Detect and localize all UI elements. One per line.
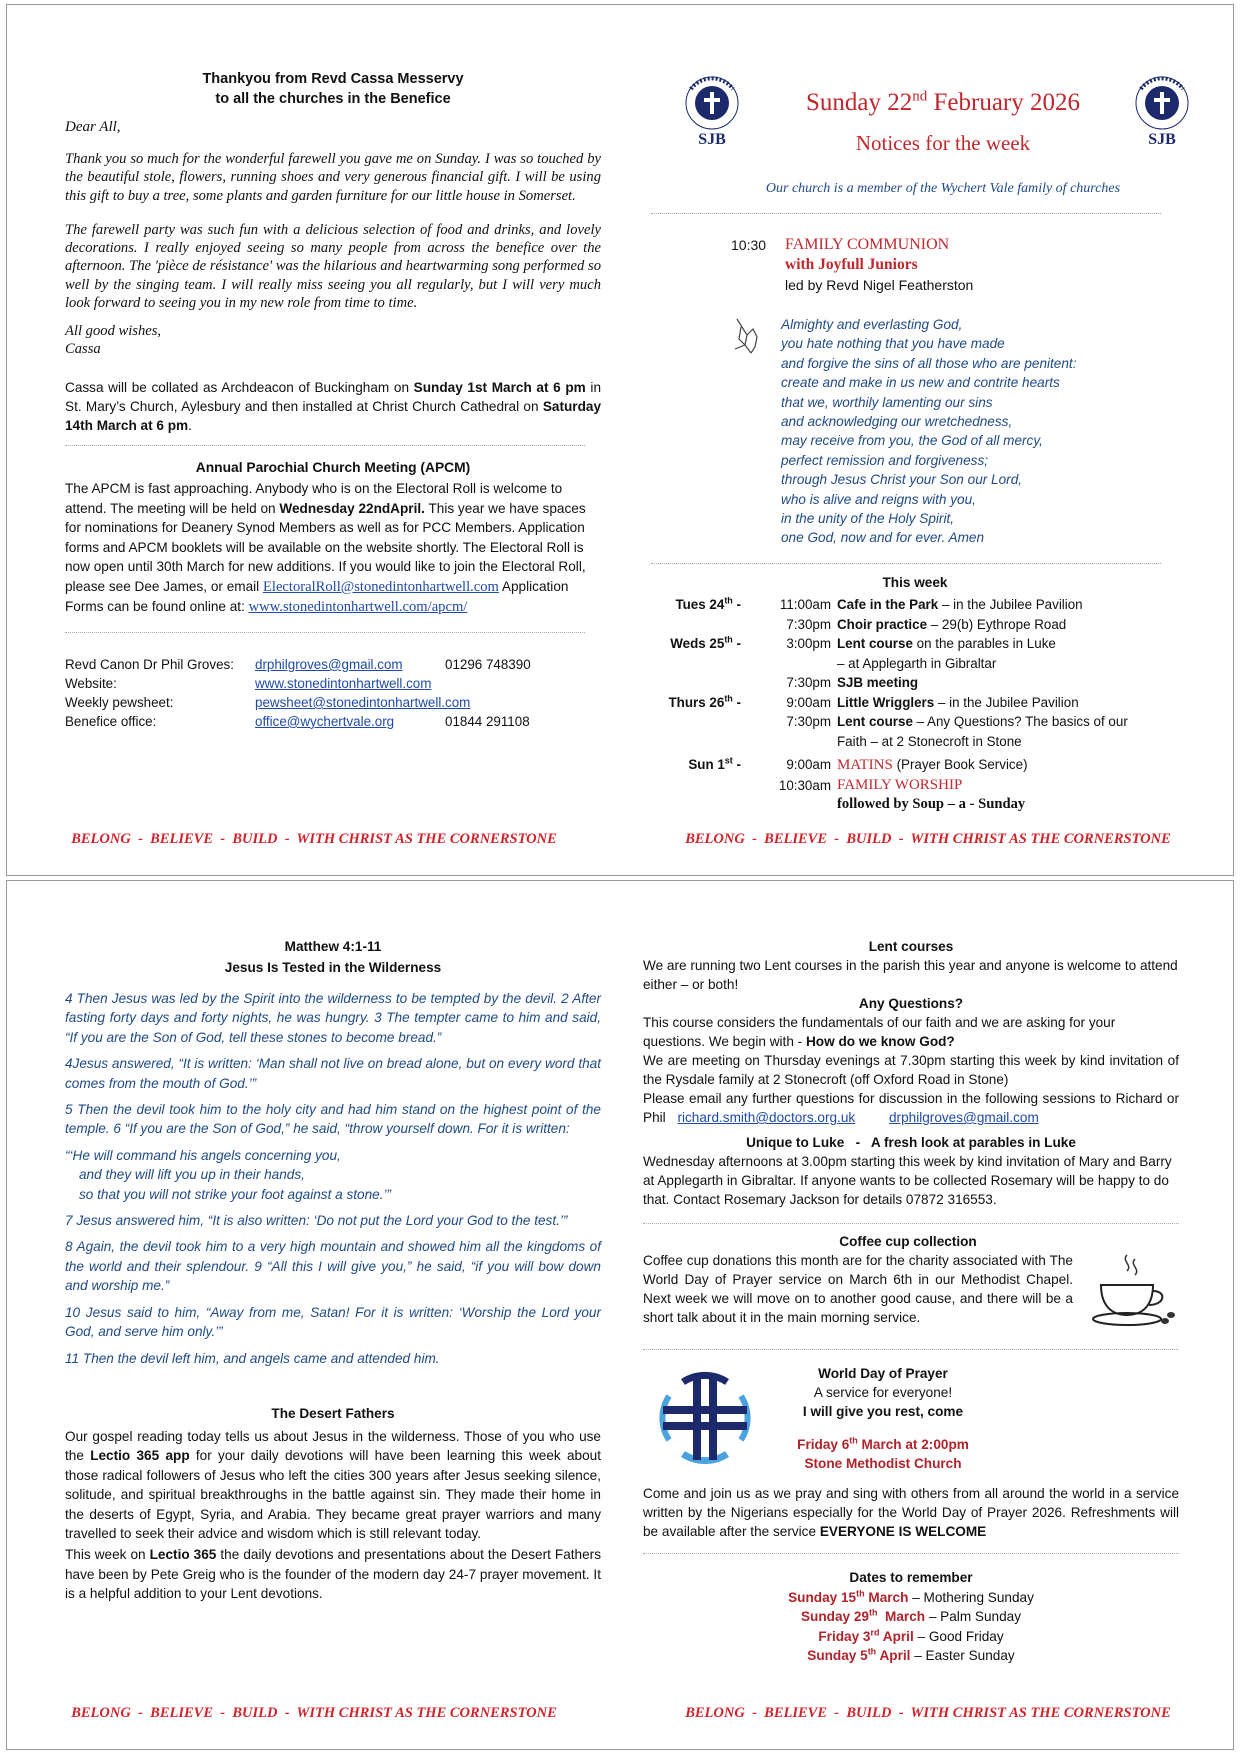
coffee-cup-icon <box>1087 1251 1177 1331</box>
collect-prayer: Almighty and everlasting God, you hate nothing that you have made and forgive the sins of all those who are penitent: create and make in us new and contrite hearts that we, worthily lamenting our sins and acknowledging our wretchedness, may receive from you, the God of all mercy, perfect remission and forgiveness; through Jesus Christ your Son our Lord, who is alive and reigns with you, in the unity of the Holy Spirit, one God, now and for ever. Amen <box>781 317 1077 546</box>
unique-to-luke-title: Unique to Luke - A fresh look at parables in Luke <box>746 1135 1076 1150</box>
thankyou-para1: Thank you so much for the wonderful farewell you gave me on Sunday. I was so touched by the beautiful stole, flowers, running shoes and very generous financial gift. I will be using this gift to buy a tree, some plants and garden furniture for our little house in Somerset. <box>65 151 601 204</box>
footer-motto: BELONG - BELIEVE - BUILD - WITH CHRIST AS THE CORNERSTONE <box>685 831 1171 847</box>
contact-pewsheet-link[interactable]: pewsheet@stonedintonhartwell.com <box>255 694 471 710</box>
divider <box>651 213 1161 214</box>
apcm-url-link[interactable]: www.stonedintonhartwell.com/apcm/ <box>248 599 468 616</box>
contact-label: Benefice office: <box>65 713 157 729</box>
coffee-text: Coffee cup donations this month are for the charity associated with The World Day of Prayer service on March 6th in our Methodist Chapel. Next week we will move on to another good cause, and there will be a short talk about it in the main morning service. <box>643 1253 1073 1325</box>
lent-intro: We are running two Lent courses in the parish this year and anyone is welcome to attend either – or both! <box>643 958 1178 992</box>
lent-title: Lent courses <box>868 939 954 954</box>
any-questions-title: Any Questions? <box>858 996 964 1011</box>
sheet-back <box>6 880 1234 1750</box>
any-questions-email: Please email any further questions for discussion in the following sessions to Richard or Phil richard.smith@doctors.org.uk drphilgroves@gmail.com <box>643 1091 1179 1125</box>
contacts-table <box>65 655 601 731</box>
wdp-text: World Day of Prayer A service for everyone! I will give you rest, come Friday 6th March at 2:00pm Stone Methodist Church <box>797 1366 969 1471</box>
desert-fathers-para1: Our gospel reading today tells us about Jesus in the wilderness. Those of you who use the Lectio 365 app for your daily devotions will have been learning this week about those radical followers of Jesus who left the cities 300 years after Jesus seeking silence, solitude, and spiritual breakthroughs in the battle against sin. They made their home in the deserts of Egypt, Syria, and Arabia. They became great prayer warriors and many travelled to seek their advice and wisdom which is still relevant today. <box>65 1428 601 1541</box>
date-item: Sunday 5th April – Easter Sunday <box>807 1646 1015 1663</box>
contact-label: Revd Canon Dr Phil Groves: <box>65 656 234 672</box>
electoral-roll-email-link[interactable]: ElectoralRoll@stonedintonhartwell.com <box>262 578 499 595</box>
divider <box>65 445 585 446</box>
footer-motto: BELONG - BELIEVE - BUILD - WITH CHRIST AS THE CORNERSTONE <box>685 1705 1171 1721</box>
sheet-front <box>6 4 1234 876</box>
any-questions-text: This course considers the fundamentals of our faith and we are asking for your questions. We begin with - How do we know God? <box>643 1015 1116 1049</box>
contact-label: Weekly pewsheet: <box>65 694 174 710</box>
divider <box>651 563 1161 564</box>
coffee-block <box>643 1251 1179 1331</box>
any-questions-meeting: We are meeting on Thursday evenings at 7.30pm starting this week by kind invitation of the Rysdale family at 2 Stonecroft (off Oxford Road in Stone) <box>643 1053 1179 1087</box>
contact-website-link[interactable]: www.stonedintonhartwell.com <box>255 675 432 691</box>
praying-hands-icon <box>731 315 765 355</box>
contact-label: Website: <box>65 675 117 691</box>
member-line: Our church is a member of the Wychert Vale family of churches <box>765 181 1121 196</box>
contact-office-link[interactable]: office@wychertvale.org <box>255 713 395 729</box>
date-item: Friday 3rd April – Good Friday <box>818 1626 1004 1644</box>
thankyou-signoff: All good wishes, Cassa <box>65 323 162 358</box>
wdp-invite: Come and join us as we pray and sing with others from all around the world in a service written by the Nigerians especially for the World Day of Prayer 2026. Refreshments will be available after the service EVERYONE IS WELCOME <box>643 1486 1179 1539</box>
panel-thankyou <box>65 69 601 731</box>
dates-to-remember: Dates to remember Sunday 15th March – Mothering Sunday Sunday 29th March – Palm Sunday Friday 3rd April – Good Friday Sunday 5th April – Easter Sunday <box>643 1568 1179 1666</box>
thankyou-para2: The farewell party was such fun with a delicious selection of food and drinks, and lovely decorations. I really enjoyed seeing so many people from across the benefice over the afternoon. The 'pièce de résistance' was the hilarious and heartwarming song performed so well by the singing team. I will really miss seeing you all regularly, but I will very much look forward to seeing you in my new role from time to time. <box>65 221 601 312</box>
panel-gospel <box>65 939 601 1604</box>
richard-email-link[interactable]: richard.smith@doctors.org.uk <box>677 1110 856 1125</box>
phil-email-link[interactable]: drphilgroves@gmail.com <box>888 1110 1039 1125</box>
this-week-schedule: Tues 24th - 11:00am Cafe in the Park – in the Jubilee Pavilion 7:30pm Choir practice – 29(b) Eythrope Road Weds 25th - 3:00pm Lent course on the parables in Luke – at Applegarth in Gibraltar 7:30pm SJB meeting Thurs 26th - 9:00am Little Wrigglers – in the Jubilee Pavilion 7:30pm Lent course – Any Questions? The basics of our Faith – at 2 Stonecroft in Stone Sun 1st - 9:00am MATINS (Prayer Book Service) 10:30am FAMILY WORSHIP followed by Soup – a - Sunday <box>668 595 1128 812</box>
divider <box>643 1349 1179 1350</box>
desert-fathers-para2: This week on Lectio 365 the daily devotions and presentations about the Desert Fathers have been by Pete Greig who is the founder of the modern day 24-7 prayer movement. It is a helpful addition to your Lent devotions. <box>65 1547 601 1602</box>
collation-text: Cassa will be collated as Archdeacon of Buckingham on Sunday 1st March at 6 pm in St. Mary’s Church, Aylesbury and then installed at Christ Church Cathedral on Saturday 14th March at 6 pm. <box>65 380 601 434</box>
thankyou-title: Thankyou from Revd Cassa Messervy to all the churches in the Benefice <box>202 71 464 107</box>
unique-to-luke-text: Wednesday afternoons at 3.00pm starting this week by kind invitation of Mary and Barry at Applegarth in Gibraltar. If anyone wants to be collected Rosemary will be happy to do that. Contact Rosemary Jackson for details 07872 316553. <box>643 1154 1172 1207</box>
date-item: Sunday 29th March – Palm Sunday <box>800 1607 1022 1624</box>
footer-motto: BELONG - BELIEVE - BUILD - WITH CHRIST AS THE CORNERSTONE <box>71 831 557 847</box>
divider <box>65 632 585 633</box>
thankyou-salutation: Dear All, <box>65 119 121 135</box>
notices-date: Sunday 22nd February 2026 <box>806 88 1080 116</box>
gospel-text: 4 Then Jesus was led by the Spirit into the wilderness to be tempted by the devil. 2 After fasting forty days and forty nights, he was hungry. 3 The tempter came to him and said, “If you are the Son of God, tell these stones to become bread.” 4Jesus answered, “It is written: ‘Man shall not live on bread alone, but on every word that comes from the mouth of God.’” 5 Then the devil took him to the holy city and had him stand on the highest point of the temple. 6 “If you are the Son of God,” he said, “throw yourself down. For it is written: “‘He will command his angels concerning you, and they will lift you up in their hands, so that you will not strike your foot against a stone.’” 7 Jesus answered him, “It is also written: ‘Do not put the Lord your God to the test.’” 8 Again, the devil took him to a very high mountain and showed him all the kingdoms of the world and their splendour. 9 “All this I will give you,” he said, “if you will bow down and worship me.” 10 Jesus said to him, “Away from me, Satan! For it is written: ‘Worship the Lord your God, and serve him only.’” 11 Then the devil left him, and angels came and attended him. <box>65 991 601 1366</box>
footer-motto: BELONG - BELIEVE - BUILD - WITH CHRIST AS THE CORNERSTONE <box>71 1705 557 1721</box>
divider <box>643 1553 1179 1554</box>
this-week-title: This week <box>882 575 948 590</box>
service-block: FAMILY COMMUNION with Joyfull Juniors led by Revd Nigel Featherston <box>785 236 974 293</box>
logo-letters: SJB <box>698 131 726 148</box>
contact-phone: 01296 748390 <box>445 656 531 672</box>
contact-phone <box>445 674 601 693</box>
apcm-text: The APCM is fast approaching. Anybody who is on the Electoral Roll is welcome to attend. The meeting will be held on Wednesday 22ndApril. This year we have spaces for nominations for Deanery Synod Members as well as for PCC Members. Application forms and APCM booklets will be available on the website shortly. The Electoral Roll is now open until 30th March for new additions. If you would like to join the Electoral Roll, please see Dee James, or email ElectoralRoll@stonedintonhartwell.com Application Forms can be found online at: www.stonedintonhartwell.com/apcm/ <box>65 481 586 616</box>
divider <box>643 1223 1179 1224</box>
date-item: Sunday 15th March – Mothering Sunday <box>788 1587 1034 1605</box>
desert-fathers-title: The Desert Fathers <box>271 1405 395 1421</box>
coffee-title: Coffee cup collection <box>839 1234 977 1249</box>
contact-email-link[interactable]: drphilgroves@gmail.com <box>255 656 403 672</box>
contact-phone: 01844 291108 <box>445 713 530 729</box>
gospel-reference: Matthew 4:1-11 <box>284 939 382 954</box>
apcm-title: Annual Parochial Church Meeting (APCM) <box>195 460 471 476</box>
contact-phone <box>445 693 601 712</box>
wdp-logo-icon <box>655 1368 755 1468</box>
logo-letters: SJB <box>1148 131 1176 148</box>
gospel-title: Jesus Is Tested in the Wilderness <box>224 960 442 975</box>
panel-lent <box>643 939 1179 1666</box>
service-time: 10:30 <box>731 237 767 253</box>
wdp-block <box>643 1364 1179 1484</box>
notices-subtitle: Notices for the week <box>855 131 1031 155</box>
